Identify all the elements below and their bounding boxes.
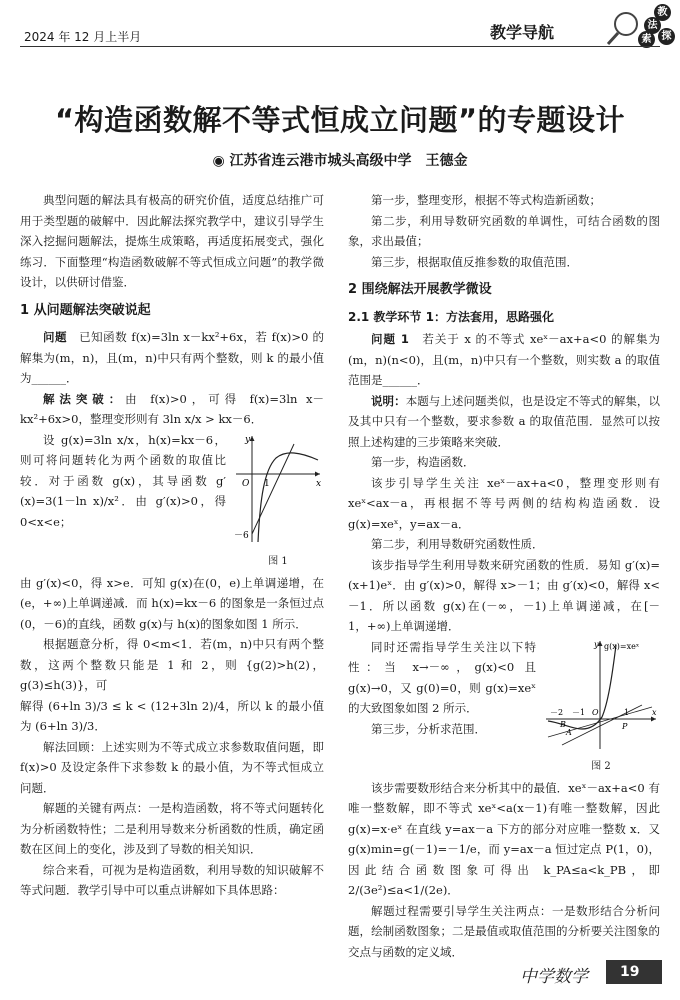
subsection-heading-2-1: 2.1 教学环节 1：方法套用，思路强化 [348,309,554,324]
problem-text: 已知函数 f(x)=3ln x－kx²+6x，若 f(x)>0 的解集为(m，n)，且(m，n)中只有两个整数，则 k 的最小值为______． [20,330,325,385]
s3-detail: 该步需要数形结合来分析其中的最值．xeˣ－ax+a<0 有唯一整数解，即不等式 xeˣ<a(x－1)有唯一整数解，因此 g(x)=x·eˣ 在直线 y=ax－a 下方的部分对应唯一整数 x．又 g(x)min=g(－1)=－1/e，而 y=ax－a 恒过定点 P(1，0)，因此结合函数图象可得出 k_PA≤a<k_PB，即 2/(3e²)≤a<1/(2e)． [348,780,660,897]
fig1-tick-neg6: －6 [234,530,249,541]
closing-paragraph: 解题过程需要引导学生关注两点：一是数形结合分析问题，绘制函数图象；二是最值或取值范围的分析要关注图象的交点与函数的定义域． [348,903,660,959]
figure-2-caption: 图 2 [591,761,611,772]
problem-label: 问题 [43,330,68,344]
figure-1 [232,430,324,573]
header-rule [20,46,660,47]
page-header [0,0,680,52]
fig2-origin: O [592,707,599,717]
key-paragraph: 解题的关键有两点：一是构造函数，将不等式问题转化为分析函数特性；二是利用导数来分析函数的性质，确定函数在区间上的变化，涉及到了导数的相关知识． [20,801,324,856]
fig2-x-label: x [652,707,657,717]
figure-2 [542,637,660,778]
fig1-tick-1: 1 [264,478,270,489]
fig2-point-p: P [622,721,628,731]
fig2-point-b: B [560,719,566,729]
solve-k-paragraph: 解得 (6+ln 3)/3 ≤ k < (12+3ln 2)/4，所以 k 的最小值为 (6+ln 3)/3． [20,698,324,733]
fig1-y-label: y [245,434,251,445]
figure-1-graph [232,430,324,548]
step-1: 第一步，整理变形，根据不等式构造新函数； [371,193,601,207]
fig1-line-h [252,444,294,534]
section-heading-1: 1 从问题解法突破说起 [20,302,151,318]
section-badges [604,4,676,50]
problem1-paragraph [348,329,660,391]
page-number: 19 [606,960,662,984]
section-name: 教学导航 [490,23,555,42]
fig2-tick-1: 1 [624,707,630,717]
problem1-text: 若关于 x 的不等式 xeˣ－ax+a<0 的解集为(m，n)(n<0)，且(m，n)中只有一个整数，则实数 a 的取值范围是______． [348,332,660,387]
review-paragraph: 解法回顾：上述实则为不等式成立求参数取值问题，即 f(x)>0 及设定条件下求参数 k 的最小值，为不等式恒成立问题． [20,739,324,795]
journal-logo: 中学数学 [520,967,588,987]
s2-heading: 第二步，利用导数研究函数性质． [371,537,544,551]
figure1-wrap [20,430,324,573]
solve-text: 由 f(x)>0，可得 f(x)=3ln x－kx²+6x>0，整理变形则有 3ln x/x > kx－6． [20,391,325,426]
problem-paragraph [20,327,324,389]
set-g-paragraph: 设 g(x)=3ln x/x，h(x)=kx－6，则可将问题转化为两个函数的取值比较．对于函数 g(x)，其导函数 g′(x)=3(1－ln x)/x²．由 g′(x)>0，得 0<x<e； [20,432,226,529]
fig2-point-a: A [566,727,572,737]
section-heading-2: 2 围绕解法开展教学微设 [348,282,492,297]
step-2: 第二步，利用导数研究函数的单调性，可结合函数的图象，求出最值； [348,213,660,248]
s2-detail: 该步指导学生利用导数来研究函数的性质．易知 g′(x)=(x+1)eˣ．由 g′(x)>0，解得 x>－1；由 g′(x)<0，解得 x<－1．所以函数 g(x)在(－∞，－1)上单调递减，在[－1，+∞)上单调递增． [348,557,660,633]
s3-heading: 第三步，分析求范围． [371,721,486,736]
fig2-tick-neg1: －1 [572,707,586,717]
s2-more: 同时还需指导学生关注以下特性：当 x→－∞，g(x)<0 且 g(x)→0，又 g(0)=0，则 g(x)=xeˣ 的大致图象如图 2 所示． [348,639,536,715]
fig2-tick-neg2: －2 [550,707,564,717]
article-author: ◉ 江苏省连云港市城头高级中学 王德金 [212,153,468,169]
fig2-y-label: y [594,639,599,649]
note-label: 说明： [371,393,406,408]
figure-2-graph [542,637,660,753]
article-title: “构造函数解不等式恒成立问题”的专题设计 [54,103,626,137]
analysis-paragraph: 根据题意分析，得 0<m<1．若(m，n)中只有两个整数，这两个整数只能是 1 和 2，则 {g(2)>h(2)，g(3)≤h(3)}，可 [20,637,324,692]
figure-1-caption: 图 1 [268,556,288,567]
intro-paragraph: 典型问题的解法具有极高的研究价值，适度总结推广可用于类型题的破解中．因此解法探究教学中，建议引导学生深入挖掘问题解法，提炼生成策略，再适度拓展变式，强化练习．下面整理“构造函数破解不等式恒成立问题”的教学微设计，以供研讨借鉴． [20,193,324,289]
badge-tan: 探 [658,28,675,45]
badge-jiao: 教 [654,4,671,21]
problem1-label: 问题 1 [371,332,409,346]
badge-suo: 索 [638,31,655,48]
solve-label: 解法突破： [43,391,126,406]
fig1-curve-g [258,452,318,541]
fig1-origin: O [242,478,250,489]
s1-detail: 该步引导学生关注 xeˣ－ax+a<0，整理变形则有 xeˣ<ax－a，再根据不等号两侧的结构构造函数．设 g(x)=xeˣ，y=ax－a． [348,475,660,531]
issue-date: 2024 年 12 月上半月 [24,30,142,44]
figure2-wrap [348,637,660,778]
badge-fa: 法 [644,17,661,34]
note-text: 本题与上述问题类似，也是设定不等式的解集，以及其中只有一个整数，要求参数 a 的取值范围．显然可以按照上述构建的三步策略来突破． [348,393,660,449]
monotonic-paragraph: 由 g′(x)<0，得 x>e．可知 g(x)在(0，e)上单调递增，在(e，+∞)上单调递减．而 h(x)=kx－6 的图象是一条恒过点(0，－6)的直线，函数 g(x)与 h(x)的图象如图 1 所示． [20,575,324,631]
fig2-func-label: g(x)=xeˣ [604,641,640,651]
fig1-x-label: x [316,478,322,489]
note-paragraph [348,391,660,453]
left-column [20,190,324,901]
summary-paragraph: 综合来看，可视为是构造函数，利用导数的知识破解不等式问题．教学引导中可以重点讲解如下具体思路： [20,862,324,897]
right-column [348,190,660,962]
solve-paragraph [20,389,324,430]
step-3: 第三步，根据取值反推参数的取值范围． [371,254,578,269]
s1-heading: 第一步，构造函数． [371,455,475,469]
